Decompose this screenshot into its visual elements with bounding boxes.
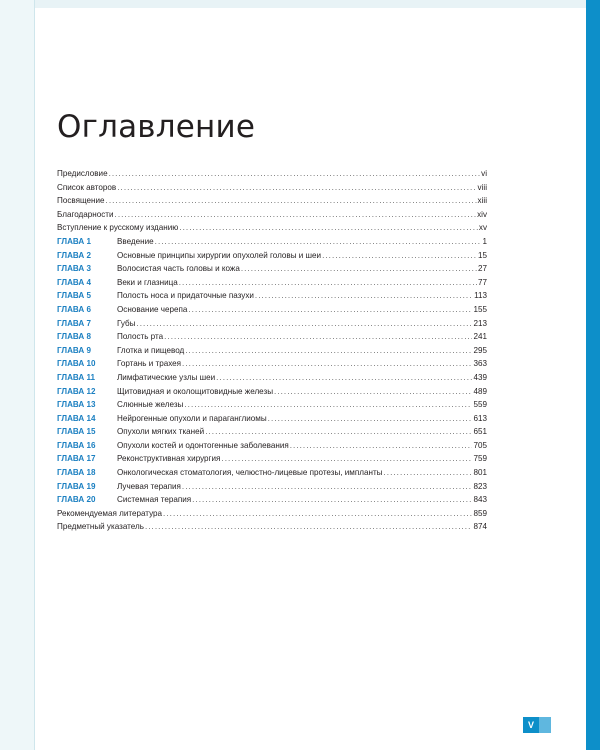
toc-entry-line [117, 371, 487, 385]
dot-leader [155, 235, 482, 249]
toc-entry-title: Опухоли костей и одонтогенные заболевания [117, 440, 289, 450]
toc-entry-line [57, 167, 487, 181]
chapter-label: ГЛАВА 15 [57, 427, 96, 437]
dot-leader [106, 194, 477, 208]
toc-entry-title: Предметный указатель [57, 522, 144, 532]
toc-entry-page: 559 [473, 400, 487, 410]
toc-entry-title: Список авторов [57, 182, 117, 192]
toc-entry-line [57, 507, 487, 521]
toc-entry-title: Гортань и трахея [117, 359, 182, 369]
toc-entry-title: Вступление к русскому изданию [57, 223, 179, 233]
toc-entry-line [117, 235, 487, 249]
dot-leader [241, 262, 477, 276]
dot-leader [192, 493, 472, 507]
dot-leader [184, 398, 472, 412]
toc-entry [57, 480, 487, 494]
dot-leader [179, 221, 478, 235]
chapter-label: ГЛАВА 20 [57, 495, 96, 505]
toc-entry-title: Полость носа и придаточные пазухи [117, 291, 254, 301]
chapter-label: ГЛАВА 12 [57, 386, 96, 396]
chapter-label: ГЛАВА 19 [57, 481, 96, 491]
toc-entry-page: 651 [473, 427, 487, 437]
toc-entry-line [117, 398, 487, 412]
toc-entry-page: xiii [477, 196, 487, 206]
toc-entry-line [117, 466, 487, 480]
toc-entry-line [117, 480, 487, 494]
toc-entry-line [57, 520, 487, 534]
toc-entry [57, 357, 487, 371]
toc-entry-line [57, 194, 487, 208]
toc-entry-line [117, 493, 487, 507]
chapter-label: ГЛАВА 2 [57, 250, 91, 260]
toc-entry-line [117, 289, 487, 303]
toc-entry-title: Лучевая терапия [117, 481, 181, 491]
dot-leader [383, 466, 472, 480]
toc-entry [57, 303, 487, 317]
page-tab-fade [539, 717, 551, 733]
toc-entry-title: Рекомендуемая литература [57, 508, 163, 518]
dot-leader [274, 385, 472, 399]
page-number: V [527, 720, 534, 730]
chapter-label: ГЛАВА 8 [57, 332, 91, 342]
toc-entry-title: Глотка и пищевод [117, 345, 185, 355]
toc-entry [57, 249, 487, 263]
dot-leader [182, 480, 473, 494]
toc-entry-page: 1 [482, 236, 487, 246]
page-title: Оглавление [57, 108, 256, 145]
toc-entry [57, 398, 487, 412]
page-top-strip [0, 0, 600, 8]
dot-leader [322, 249, 477, 263]
toc-entry [57, 344, 487, 358]
toc-entry-page: vi [481, 169, 487, 178]
toc-entry-page: 613 [473, 413, 487, 423]
toc-entry-line [117, 317, 487, 331]
toc-entry-title: Онкологическая стоматология, челюстно-лицевые протезы, импланты [117, 468, 383, 478]
dot-leader [109, 167, 481, 181]
toc-entry-line [117, 357, 487, 371]
dot-leader [117, 181, 476, 195]
toc-entry [57, 412, 487, 426]
chapter-label: ГЛАВА 16 [57, 440, 96, 450]
toc-entry-title: Введение [117, 236, 154, 246]
toc-entry-page: 843 [473, 495, 487, 505]
chapter-label: ГЛАВА 13 [57, 400, 96, 410]
toc-entry-page: 363 [473, 359, 487, 369]
toc-entry-line [117, 412, 487, 426]
page-number-tab [523, 717, 551, 733]
toc-entry-title: Слюнные железы [117, 400, 184, 410]
toc-entry-page: 874 [473, 522, 487, 532]
toc-entry [57, 208, 487, 222]
toc-entry-page: 15 [477, 250, 487, 260]
page-left-margin [0, 0, 34, 750]
toc-entry-title: Щитовидная и околощитовидные железы [117, 386, 274, 396]
table-of-contents [57, 167, 487, 534]
chapter-label: ГЛАВА 18 [57, 468, 96, 478]
toc-entry-page: xv [478, 223, 487, 233]
toc-entry-page: 213 [473, 318, 487, 328]
toc-entry-page: viii [477, 182, 487, 192]
dot-leader [216, 371, 472, 385]
toc-entry-line [117, 276, 487, 290]
toc-entry-title: Реконструктивная хирургия [117, 454, 221, 464]
toc-entry-title: Полость рта [117, 332, 164, 342]
toc-entry-title: Веки и глазница [117, 277, 178, 287]
toc-entry-page: 27 [477, 264, 487, 274]
toc-entry-page: 759 [473, 454, 487, 464]
dot-leader [145, 520, 473, 534]
toc-entry-title: Нейрогенные опухоли и параганглиомы [117, 413, 267, 423]
toc-entry [57, 317, 487, 331]
toc-entry-title: Губы [117, 318, 136, 328]
toc-entry-title: Основные принципы хирургии опухолей головы и шеи [117, 250, 322, 260]
chapter-label: ГЛАВА 3 [57, 264, 91, 274]
toc-entry [57, 194, 487, 208]
chapter-label: ГЛАВА 7 [57, 318, 91, 328]
toc-entry-page: 859 [473, 508, 487, 518]
chapter-label: ГЛАВА 5 [57, 291, 91, 301]
chapter-label: ГЛАВА 6 [57, 304, 91, 314]
toc-entry-page: 439 [473, 372, 487, 382]
toc-entry-line [117, 439, 487, 453]
chapter-label: ГЛАВА 14 [57, 413, 96, 423]
toc-entry-page: 155 [473, 304, 487, 314]
dot-leader [255, 289, 473, 303]
toc-entry [57, 276, 487, 290]
toc-entry [57, 181, 487, 195]
toc-entry-page: 705 [473, 440, 487, 450]
toc-entry-line [57, 208, 487, 222]
dot-leader [179, 276, 477, 290]
page-edge-accent [586, 0, 600, 750]
toc-entry-line [57, 221, 487, 235]
chapter-label: ГЛАВА 4 [57, 277, 91, 287]
margin-divider [34, 0, 35, 750]
toc-entry [57, 167, 487, 181]
toc-entry-title: Посвящение [57, 196, 105, 206]
toc-entry [57, 371, 487, 385]
toc-entry [57, 385, 487, 399]
toc-entry [57, 439, 487, 453]
dot-leader [205, 425, 472, 439]
toc-entry-line [117, 452, 487, 466]
toc-entry-title: Опухоли мягких тканей [117, 427, 205, 437]
toc-entry-page: xiv [477, 209, 487, 219]
toc-entry-line [117, 330, 487, 344]
toc-entry-line [117, 425, 487, 439]
dot-leader [163, 507, 472, 521]
toc-entry-line [117, 303, 487, 317]
toc-entry-page: 77 [477, 277, 487, 287]
toc-entry [57, 289, 487, 303]
toc-entry-title: Волосистая часть головы и кожа [117, 264, 240, 274]
toc-entry [57, 330, 487, 344]
toc-entry-page: 241 [473, 332, 487, 342]
chapter-label: ГЛАВА 10 [57, 359, 96, 369]
toc-entry [57, 235, 487, 249]
toc-entry-page: 489 [473, 386, 487, 396]
toc-entry-title: Лимфатические узлы шеи [117, 372, 216, 382]
dot-leader [115, 208, 477, 222]
dot-leader [188, 303, 472, 317]
toc-entry-title: Благодарности [57, 209, 114, 219]
toc-entry [57, 493, 487, 507]
toc-entry [57, 520, 487, 534]
toc-entry-page: 113 [474, 291, 487, 301]
toc-entry-line [117, 262, 487, 276]
dot-leader [221, 452, 472, 466]
chapter-label: ГЛАВА 9 [57, 345, 91, 355]
toc-entry [57, 507, 487, 521]
dot-leader [268, 412, 473, 426]
dot-leader [290, 439, 473, 453]
dot-leader [164, 330, 472, 344]
toc-entry-title: Предисловие [57, 169, 108, 178]
toc-entry-title: Системная терапия [117, 495, 192, 505]
chapter-label: ГЛАВА 17 [57, 454, 96, 464]
dot-leader [136, 317, 472, 331]
toc-entry [57, 425, 487, 439]
toc-entry-line [117, 344, 487, 358]
toc-entry [57, 452, 487, 466]
toc-entry [57, 466, 487, 480]
chapter-label: ГЛАВА 11 [57, 372, 96, 382]
toc-entry [57, 221, 487, 235]
toc-entry-line [117, 249, 487, 263]
toc-entry [57, 262, 487, 276]
toc-entry-page: 801 [473, 468, 487, 478]
dot-leader [185, 344, 472, 358]
toc-entry-title: Основание черепа [117, 304, 188, 314]
toc-entry-page: 295 [473, 345, 487, 355]
chapter-label: ГЛАВА 1 [57, 236, 91, 246]
dot-leader [182, 357, 472, 371]
toc-entry-line [57, 181, 487, 195]
toc-entry-page: 823 [473, 481, 487, 491]
toc-entry-line [117, 385, 487, 399]
